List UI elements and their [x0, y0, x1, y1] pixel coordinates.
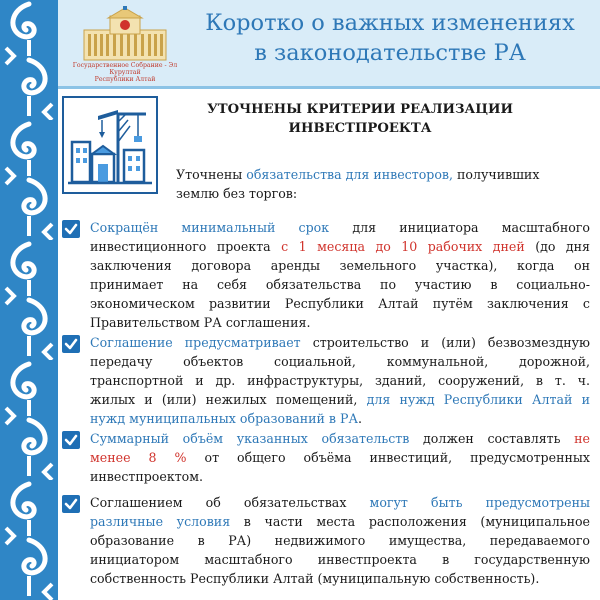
- plain-text: должен составлять: [409, 431, 575, 446]
- text-line: транспортной и др. инфраструктуры, зданий, сооружений, в т. ч.: [90, 373, 590, 388]
- plain-text: строительство и (или) безвозмездную: [300, 335, 590, 350]
- text-line: [90, 512, 590, 531]
- highlight-text: для нужд Республики Алтай и: [366, 392, 590, 407]
- logo-caption: [66, 62, 184, 83]
- ornamental-border: [0, 0, 58, 600]
- parliament-logo: [66, 6, 184, 82]
- plain-text: жилых и (или) нежилых помещений,: [90, 392, 367, 407]
- parliament-building-icon: [82, 6, 168, 62]
- plain-text: Соглашением об обязательствах: [90, 495, 370, 510]
- bullet-text: [90, 493, 590, 588]
- page-title: [186, 8, 594, 68]
- ornament-pattern-icon: [0, 0, 58, 600]
- red-highlight-text: с 1 месяца до 10 рабочих дней: [281, 239, 525, 254]
- highlight-text: Сокращён минимальный срок: [90, 220, 330, 235]
- text-line: [90, 409, 590, 428]
- section-title: [180, 100, 540, 138]
- logo-caption-line: Республики Алтай: [94, 76, 156, 83]
- checkmark-icon: [62, 431, 80, 449]
- text-line: передачу объектов социальной, коммунальной, дорожной,: [90, 354, 590, 369]
- intro-highlight: обязательства для инвесторов,: [246, 167, 454, 182]
- text-line: инициатором масштабного инвестпроекта в государственную: [90, 552, 590, 567]
- text-line: [90, 448, 590, 467]
- plain-text: для инициатора масштабного: [329, 220, 590, 235]
- intro-line: землю без торгов:: [176, 186, 298, 201]
- logo-caption-line: Государственное Собрание - Эл Курултай: [72, 62, 178, 76]
- text-line: [90, 237, 590, 256]
- bullet-text: [90, 218, 590, 332]
- highlight-text: Суммарный объём указанных обязательств: [90, 431, 410, 446]
- intro-line: [176, 165, 588, 184]
- intro-text: Уточнены: [176, 167, 247, 182]
- bullet-text: [90, 429, 590, 486]
- text-line: экономическом развитии Республики Алтай путём заключения с: [90, 296, 590, 311]
- construction-illustration: [62, 96, 158, 194]
- plain-text: .: [358, 411, 363, 426]
- section-title-line: ИНВЕСТПРОЕКТА: [288, 121, 432, 136]
- intro-paragraph: [176, 165, 588, 203]
- checkmark-icon: [62, 220, 80, 238]
- building-crane-icon: [68, 102, 152, 188]
- text-line: [90, 333, 590, 352]
- bullet-text: [90, 333, 590, 428]
- text-line: [90, 218, 590, 237]
- title-line: в законодательстве РА: [254, 40, 526, 66]
- highlight-text: могут быть предусмотрены: [369, 495, 590, 510]
- title-line: Коротко о важных изменениях: [205, 10, 575, 36]
- text-line: инвестпроектом.: [90, 469, 204, 484]
- section-title-line: УТОЧНЕНЫ КРИТЕРИИ РЕАЛИЗАЦИИ: [207, 102, 513, 117]
- plain-text: от общего объёма инвестиций, предусмотренных: [186, 450, 590, 465]
- red-highlight-text: не: [574, 431, 590, 446]
- highlight-text: нужд муниципальных образований в РА: [90, 411, 358, 426]
- text-line: Правительством РА соглашения.: [90, 315, 311, 330]
- text-line: [90, 493, 590, 512]
- header-banner: [58, 0, 600, 89]
- text-line: заключения договора аренды земельного участка), когда он: [90, 258, 590, 273]
- intro-text: получивших: [453, 167, 540, 182]
- text-line: принимает на себя обязательства по участию в социально-: [90, 277, 590, 292]
- text-line: собственность Республики Алтай (муниципальную собственность).: [90, 571, 540, 586]
- plain-text: (до дня: [524, 239, 590, 254]
- checkmark-icon: [62, 495, 80, 513]
- highlight-text: различные условия: [90, 514, 231, 529]
- highlight-text: Соглашение предусматривает: [90, 335, 301, 350]
- plain-text: инвестиционного проекта: [90, 239, 282, 254]
- red-highlight-text: менее 8 %: [90, 450, 187, 465]
- text-line: [90, 429, 590, 448]
- checkmark-icon: [62, 335, 80, 353]
- text-line: [90, 390, 590, 409]
- plain-text: в части места расположения (муниципальное: [230, 514, 591, 529]
- text-line: образование в РА) недвижимого имущества, передаваемого: [90, 533, 590, 548]
